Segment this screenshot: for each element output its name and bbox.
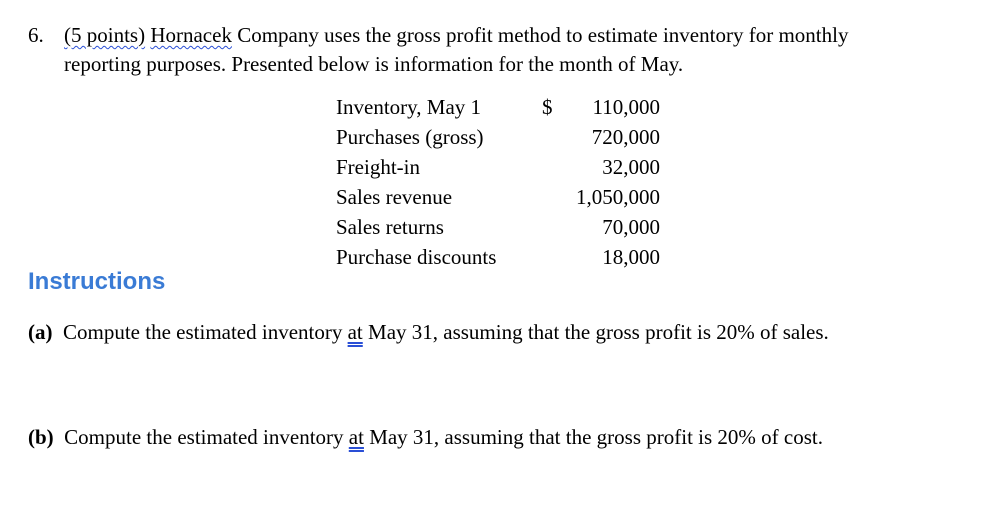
part-b-label: (b) (28, 425, 54, 449)
row-amount: 70,000 (602, 215, 660, 239)
row-amount: 32,000 (602, 155, 660, 179)
part-a-label: (a) (28, 320, 53, 344)
part-a-underlined: at (347, 320, 363, 344)
row-label: Inventory, May 1 (336, 95, 482, 119)
part-b-text-before: Compute the estimated inventory (53, 425, 349, 449)
part-b-text-after: May 31, assuming that the gross profit is 20% of cost. (363, 425, 823, 449)
table-row (336, 182, 660, 212)
part-b-underlined: at (348, 425, 364, 449)
row-amount: 720,000 (591, 125, 660, 149)
table-row (336, 152, 660, 182)
question-number: 6. (28, 23, 44, 47)
data-table (336, 92, 660, 272)
row-label: Purchase discounts (336, 245, 497, 269)
currency-symbol: $ (542, 95, 553, 119)
question-line-2: reporting purposes. Presented below is information for the month of May. (64, 52, 684, 76)
instruction-part-a (28, 319, 829, 345)
instructions-heading: Instructions (28, 268, 166, 295)
row-label: Purchases (gross) (336, 125, 484, 149)
question-text-1: Company uses the gross profit method to estimate inventory for monthly (231, 23, 849, 47)
part-a-text-before: Compute the estimated inventory (52, 320, 348, 344)
table-row (336, 212, 660, 242)
table-row (336, 122, 660, 152)
row-amount: 110,000 (592, 95, 660, 119)
question-line-1 (28, 22, 848, 48)
part-a-text-after: May 31, assuming that the gross profit is 20% of sales. (362, 320, 829, 344)
row-amount: 18,000 (602, 245, 660, 269)
row-label: Sales revenue (336, 185, 453, 209)
instruction-part-b (28, 424, 823, 450)
company-name: Hornacek (150, 23, 232, 47)
row-label: Sales returns (336, 215, 444, 239)
table-row (336, 92, 660, 122)
row-amount: 1,050,000 (576, 185, 660, 209)
points-label: (5 points) (64, 23, 146, 47)
row-label: Freight-in (336, 155, 420, 179)
table-row (336, 242, 660, 272)
